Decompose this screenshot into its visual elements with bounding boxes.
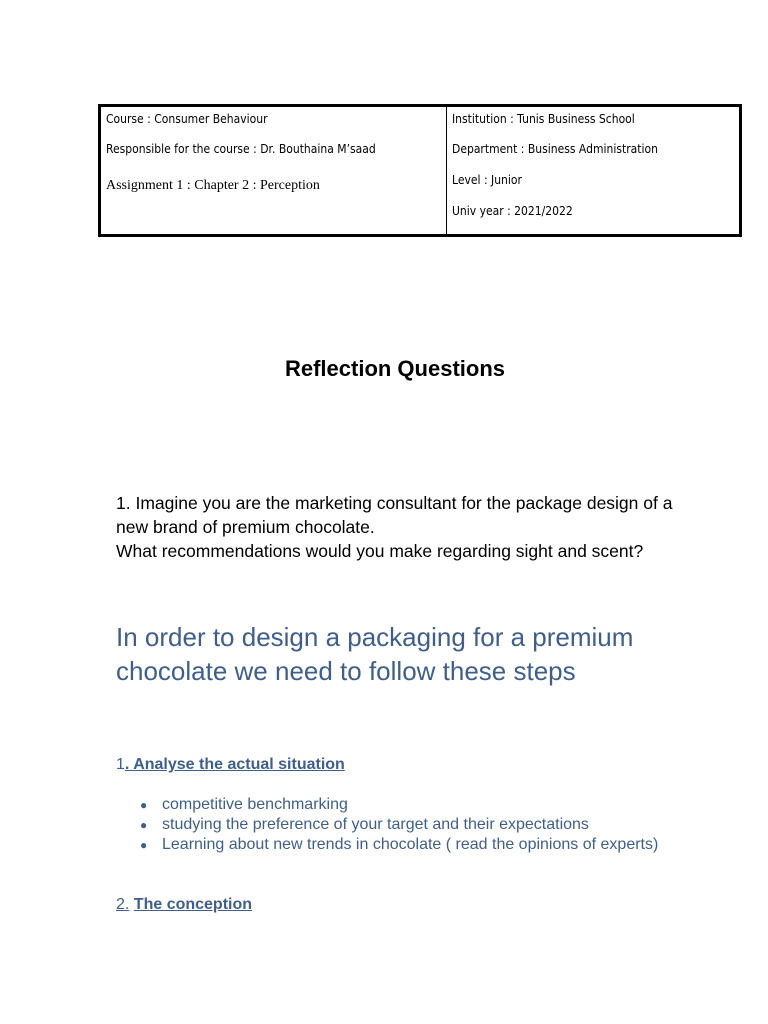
course-info-left (101, 107, 447, 234)
list-item: ● competitive benchmarking (140, 796, 348, 813)
page-title: Reflection Questions (284, 356, 506, 381)
list-item: ● Learning about new trends in chocolate ( read the opinions of experts) (140, 836, 659, 853)
course-responsible: Responsible for the course : Dr. Bouthaina M’saad (106, 142, 376, 156)
bullet-icon: ● (140, 838, 148, 852)
assignment-title: Assignment 1 : Chapter 2 : Perception (106, 178, 320, 193)
list-item: ● studying the preference of your target and their expectations (140, 816, 589, 833)
course-info-table (98, 104, 742, 237)
step-2-number: 2. (116, 896, 130, 913)
bullet-icon: ● (140, 798, 148, 812)
step-2-heading (116, 896, 252, 914)
step-1-bullet-list (116, 795, 676, 855)
institution: Institution : Tunis Business School (452, 112, 635, 126)
step-1-label: . Analyse the actual situation (124, 756, 345, 773)
univ-year: Univ year : 2021/2022 (452, 204, 573, 218)
level: Level : Junior (452, 173, 522, 187)
department: Department : Business Administration (452, 142, 658, 156)
answer-heading: In order to design a packaging for a premium chocolate we need to follow these steps (116, 622, 634, 686)
question-line-1: 1. Imagine you are the marketing consultant for the package design of a new brand of premium chocolate. (116, 493, 673, 537)
step-2-label: The conception (133, 896, 253, 913)
step-1-number: 1 (116, 756, 125, 773)
question-line-2: What recommendations would you make regarding sight and scent? (116, 541, 644, 561)
course-info-right (447, 107, 739, 234)
course-name: Course : Consumer Behaviour (106, 112, 268, 126)
bullet-icon: ● (140, 818, 148, 832)
step-1-heading (116, 756, 345, 774)
question-text (116, 491, 691, 563)
